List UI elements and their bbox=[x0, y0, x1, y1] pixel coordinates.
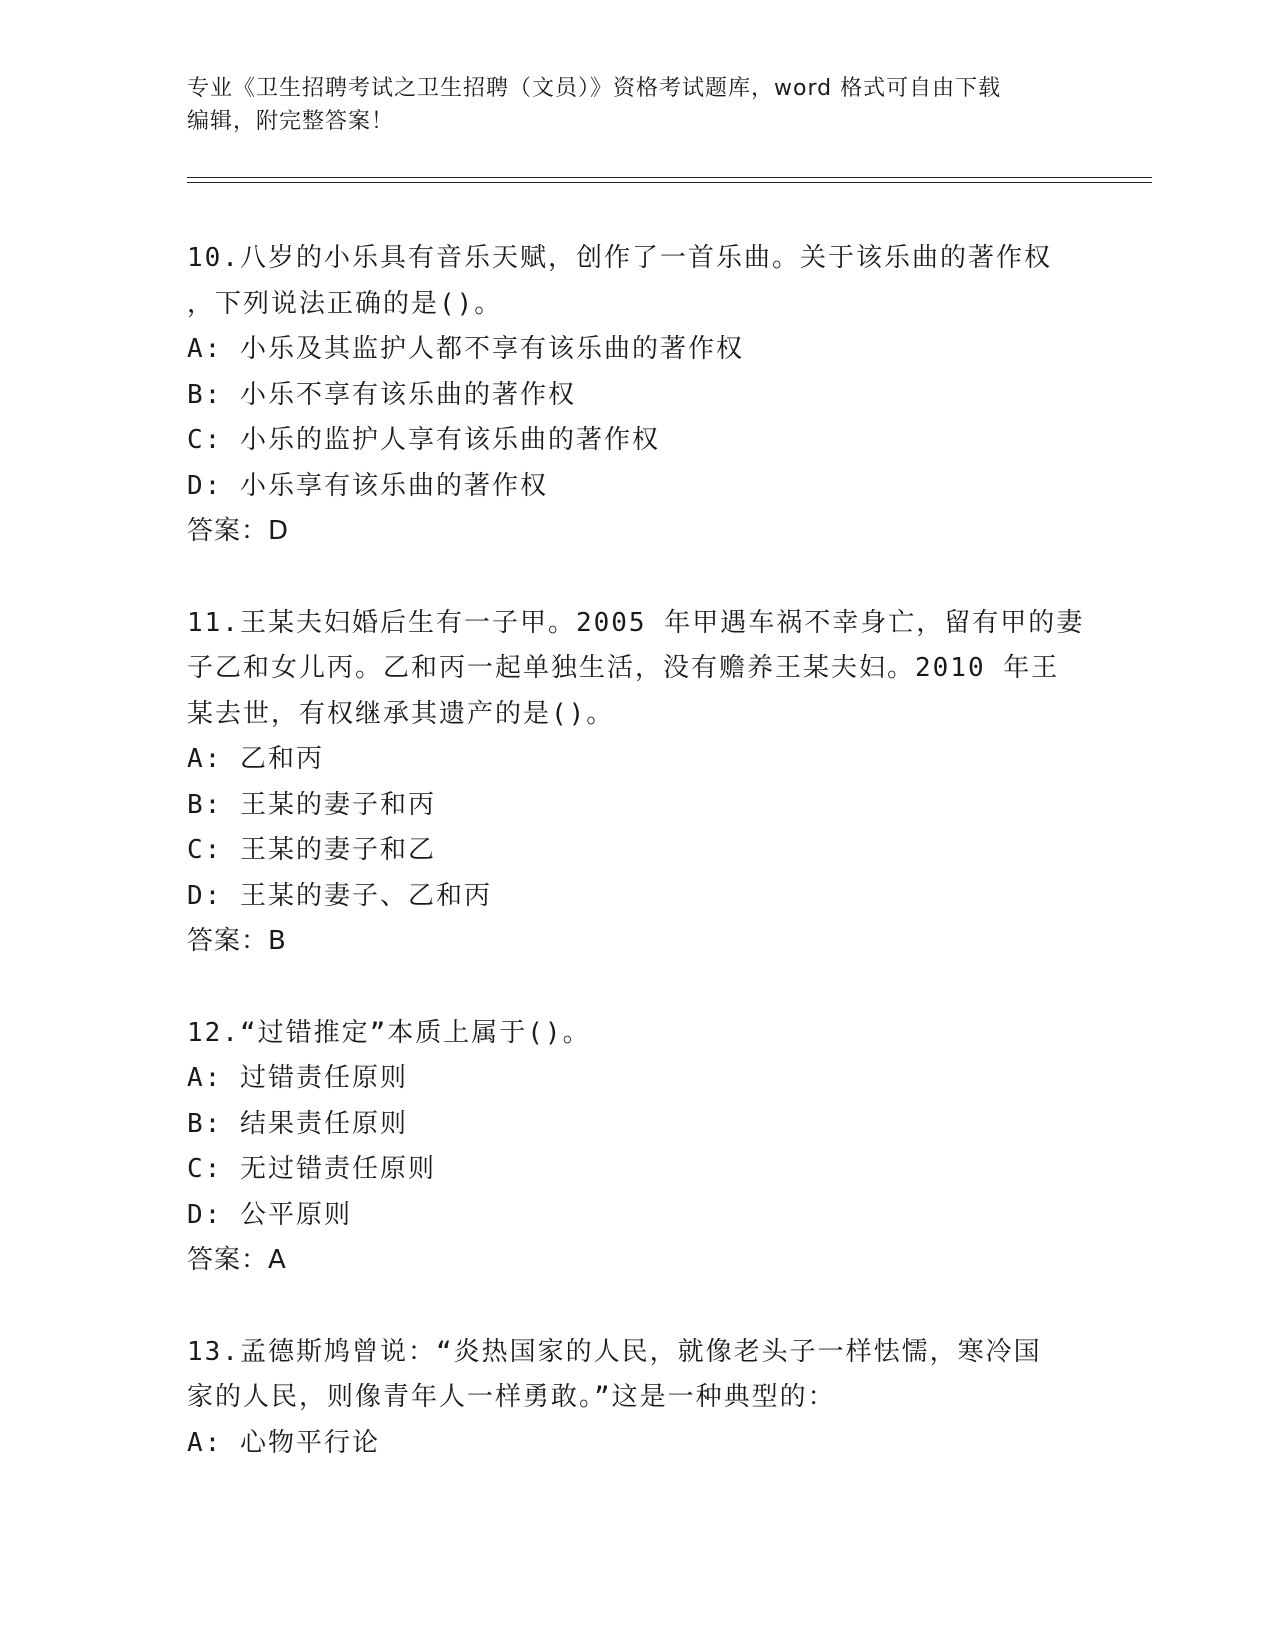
option-b: B: 小乐不享有该乐曲的著作权 bbox=[187, 379, 576, 410]
header-divider-top bbox=[187, 177, 1152, 178]
question-stem-line: 13.孟德斯鸠曾说：“炎热国家的人民，就像老头子一样怯懦，寒冷国 bbox=[187, 1336, 1042, 1367]
question-stem-line: 家的人民，则像青年人一样勇敢。”这是一种典型的： bbox=[187, 1382, 836, 1412]
question-13 bbox=[187, 1330, 1087, 1467]
answer-label: 答案：D bbox=[187, 516, 290, 546]
option-b: B: 王某的妻子和丙 bbox=[187, 789, 436, 820]
option-d: D: 王某的妻子、乙和丙 bbox=[187, 880, 492, 911]
answer-label: 答案：A bbox=[187, 1245, 287, 1275]
question-11 bbox=[187, 601, 1087, 965]
option-a: A: 过错责任原则 bbox=[187, 1063, 408, 1093]
option-a: A: 心物平行论 bbox=[187, 1427, 380, 1458]
option-a: A: 乙和丙 bbox=[187, 744, 324, 774]
option-b: B: 结果责任原则 bbox=[187, 1108, 408, 1139]
question-stem-line: 某去世，有权继承其遗产的是()。 bbox=[187, 698, 615, 729]
question-list bbox=[187, 236, 1087, 1512]
answer-label: 答案：B bbox=[187, 926, 287, 956]
header-line-2: 编辑，附完整答案！ bbox=[187, 109, 395, 134]
document-header bbox=[187, 72, 1087, 138]
option-a: A: 小乐及其监护人都不享有该乐曲的著作权 bbox=[187, 334, 744, 364]
option-c: C: 小乐的监护人享有该乐曲的著作权 bbox=[187, 425, 660, 455]
header-divider-bottom bbox=[187, 182, 1152, 183]
question-stem-line: 11.王某夫妇婚后生有一子甲。2005 年甲遇车祸不幸身亡，留有甲的妻 bbox=[187, 607, 1085, 638]
question-stem-line: ，下列说法正确的是()。 bbox=[187, 288, 503, 319]
question-stem-line: 12.“过错推定”本质上属于()。 bbox=[187, 1017, 591, 1048]
option-c: C: 无过错责任原则 bbox=[187, 1154, 436, 1184]
option-d: D: 公平原则 bbox=[187, 1199, 352, 1230]
question-stem-line: 子乙和女儿丙。乙和丙一起单独生活，没有赡养王某夫妇。2010 年王 bbox=[187, 653, 1060, 683]
question-10 bbox=[187, 236, 1087, 555]
question-12 bbox=[187, 1011, 1087, 1284]
option-d: D: 小乐享有该乐曲的著作权 bbox=[187, 470, 548, 501]
option-c: C: 王某的妻子和乙 bbox=[187, 835, 436, 865]
question-stem-line: 10.八岁的小乐具有音乐天赋，创作了一首乐曲。关于该乐曲的著作权 bbox=[187, 243, 1052, 273]
header-line-1: 专业《卫生招聘考试之卫生招聘（文员）》资格考试题库，word 格式可自由下载 bbox=[187, 76, 1002, 101]
